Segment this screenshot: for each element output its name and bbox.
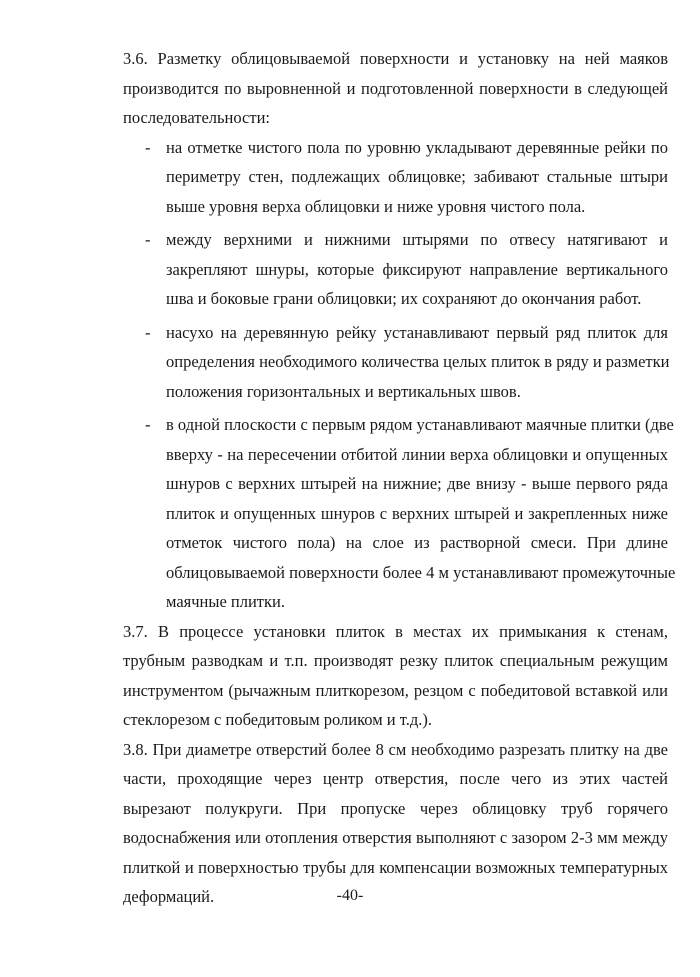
bullet-line: определения необходимого количества целых плиток в ряду и разметки: [166, 352, 670, 371]
paragraph-line: деформаций.: [123, 887, 215, 906]
bullet-item-3: [123, 318, 668, 407]
bullet-line: выше уровня верха облицовки и ниже уровня чистого пола.: [166, 196, 586, 216]
bullet-line: в одной плоскости с первым рядом устанавливают маячные плитки (две: [166, 415, 674, 434]
bullet-line: насухо на деревянную рейку устанавливают первый ряд плиток для: [166, 322, 668, 342]
bullet-dash: -: [145, 322, 151, 342]
paragraph-line: последовательности:: [123, 108, 271, 127]
bullet-line: на отметке чистого пола по уровню укладывают деревянные рейки по: [166, 137, 668, 157]
bullet-item-4: [123, 410, 676, 617]
paragraph-line: трубным разводкам и т.п. производят резку плиток специальным режущим: [123, 651, 668, 670]
paragraph-line: вырезают полукруги. При пропуске через облицовку труб горячего: [123, 798, 668, 818]
bullet-line: отметок чистого пола) на слое из растворной смеси. При длине: [166, 533, 668, 552]
bullet-item-2: [123, 225, 668, 314]
paragraph-line: водоснабжения или отопления отверстия выполняют с зазором 2-3 мм между: [123, 828, 668, 847]
body-text: [123, 44, 676, 912]
bullet-dash: -: [145, 230, 151, 249]
bullet-line: облицовываемой поверхности более 4 м устанавливают промежуточные: [166, 562, 676, 582]
paragraph-3-6: [123, 44, 668, 133]
bullet-line: плиток и опущенных шнуров с верхних штырей и закрепленных ниже: [166, 503, 668, 523]
bullet-line: шнуров с верхних штырей на нижние; две внизу - выше первого ряда: [166, 474, 668, 493]
paragraph-line: 3.6. Разметку облицовываемой поверхности и установку на ней маяков: [123, 49, 668, 68]
bullet-line: периметру стен, подлежащих облицовке; забивают стальные штыри: [166, 167, 668, 186]
bullet-line: вверху - на пересечении отбитой линии верха облицовки и опущенных: [166, 444, 668, 464]
paragraph-3-7: [123, 617, 668, 735]
paragraph-line: 3.7. В процессе установки плиток в местах их примыкания к стенам,: [123, 621, 668, 641]
bullet-dash: -: [145, 137, 151, 157]
bullet-item-1: [123, 133, 668, 222]
paragraph-line: 3.8. При диаметре отверстий более 8 см необходимо разрезать плитку на две: [123, 739, 668, 759]
paragraph-line: инструментом (рычажным плиткорезом, резцом с победитовой вставкой или: [123, 680, 668, 700]
bullet-line: шва и боковые грани облицовки; их сохраняют до окончания работ.: [166, 289, 642, 308]
paragraph-line: части, проходящие через центр отверстия, после чего из этих частей: [123, 769, 668, 788]
page-number: -40-: [336, 887, 364, 904]
paragraph-line: стеклорезом с победитовым роликом и т.д.).: [123, 710, 432, 729]
bullet-line: положения горизонтальных и вертикальных швов.: [166, 381, 521, 401]
bullet-dash: -: [145, 415, 151, 434]
paragraph-line: плиткой и поверхностью трубы для компенсации возможных температурных: [123, 857, 668, 877]
paragraph-line: производится по выровненной и подготовленной поверхности в следующей: [123, 78, 668, 98]
bullet-line: закрепляют шнуры, которые фиксируют направление вертикального: [166, 259, 668, 279]
bullet-line: между верхними и нижними штырями по отвесу натягивают и: [166, 230, 668, 249]
paragraph-3-8: [123, 735, 668, 912]
bullet-line: маячные плитки.: [166, 592, 285, 611]
